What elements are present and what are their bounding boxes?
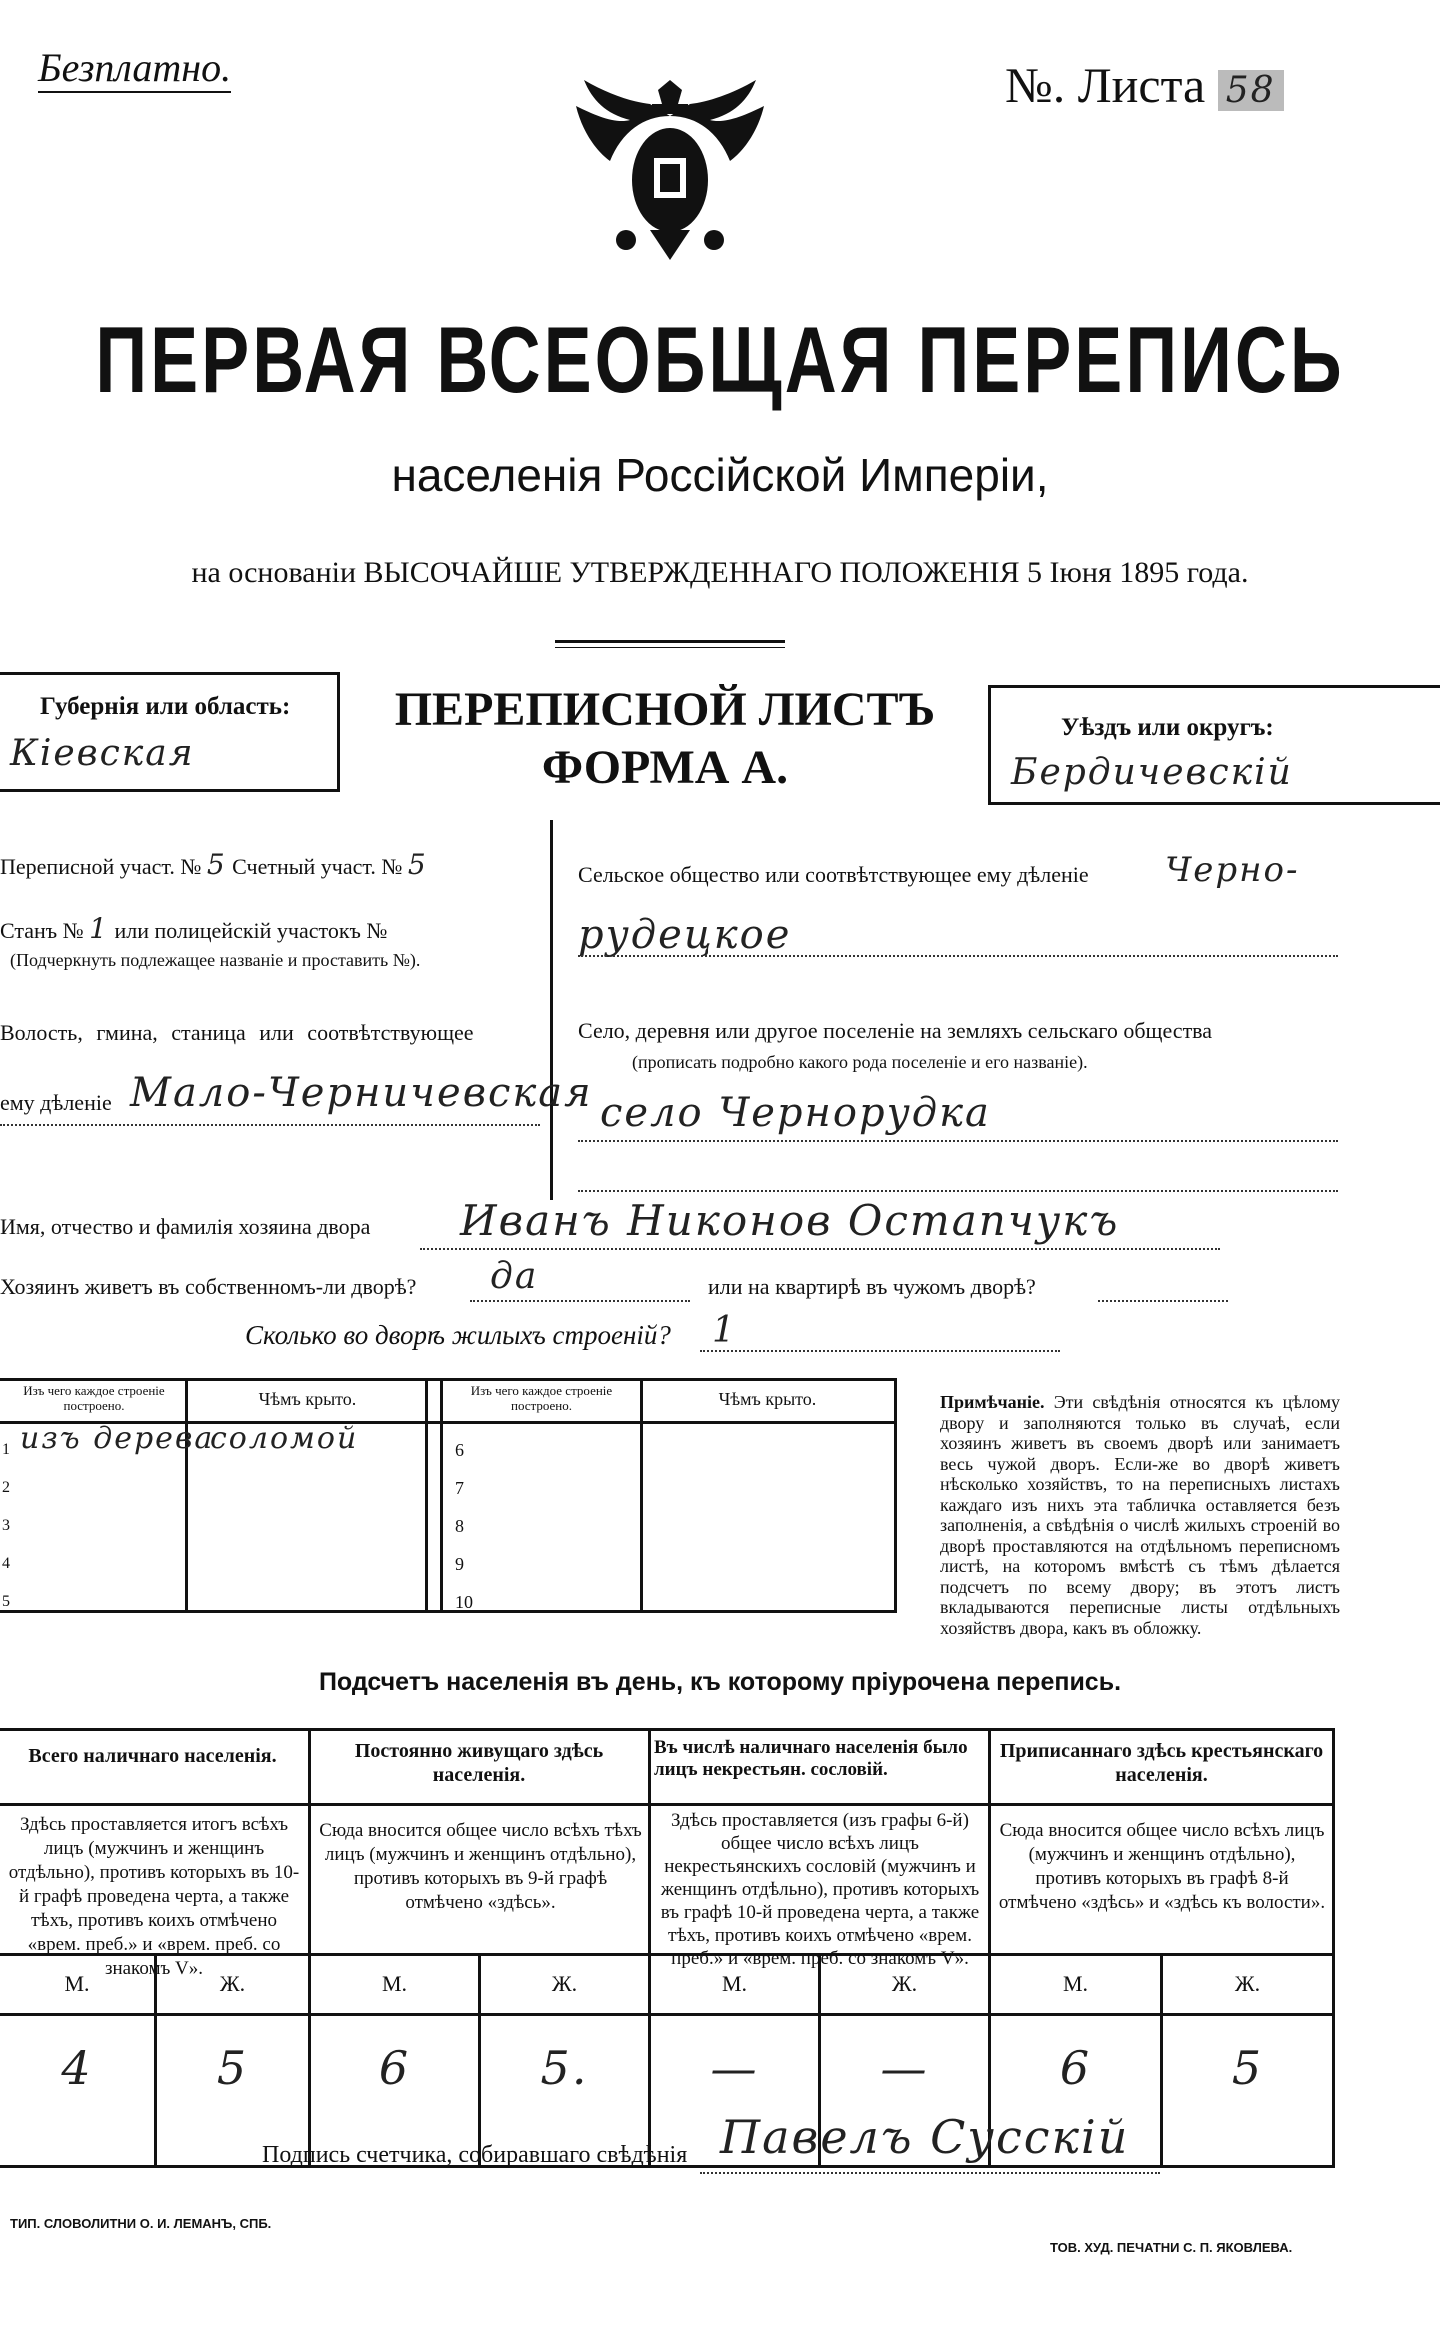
column-divider — [550, 820, 553, 1200]
count-col-4-m-value: 6 — [1059, 2041, 1092, 2095]
signature-label: Подпись счетчика, собиравшаго свѣдѣнія — [262, 2142, 688, 2168]
village-rule — [578, 1140, 1338, 1142]
col-roof-header: Чѣмъ крыто. — [258, 1389, 357, 1409]
police-label: или полицейскій участокъ № — [114, 918, 388, 943]
row1-roof: соломой — [210, 1421, 359, 1456]
double-headed-eagle-emblem — [560, 60, 780, 280]
note-title: Примѣчаніе. — [940, 1392, 1045, 1412]
count-col-3-f-label: Ж. — [891, 1971, 918, 1996]
sheet-number-value: 58 — [1218, 70, 1284, 111]
census-section-label: Переписной участ. № — [0, 854, 202, 879]
volost-label: Волость, гмина, станица или соотвѣтствующее — [0, 1020, 474, 1045]
legal-basis: на основаніи ВЫСОЧАЙШЕ УТВЕРЖДЕННАГО ПОЛОЖЕНІЯ 5 Іюня 1895 года. — [191, 556, 1249, 589]
printer-left: ТИП. СЛОВОЛИТНИ О. И. ЛЕМАНЪ, СПБ. — [10, 2216, 272, 2231]
col-material-header-2: Изъ чего каждое строеніе построено. — [470, 1383, 613, 1413]
col-material-header: Изъ чего каждое строеніе построено. — [23, 1383, 165, 1413]
printer-right: ТОВ. ХУД. ПЕЧАТНИ С. П. ЯКОВЛЕВА. — [1050, 2240, 1293, 2255]
owner-name-label: Имя, отчество и фамилія хозяина двора — [0, 1214, 371, 1239]
signature-rule — [700, 2172, 1160, 2174]
own-yard-rule — [470, 1300, 690, 1302]
society-value-2: рудецкое — [578, 912, 792, 958]
stan-note: (Подчеркнуть подлежащее названіе и проставить №). — [10, 950, 421, 970]
note-text: Эти свѣдѣнія относятся къ цѣлому двору и заполняются только въ случаѣ, если хозяинъ живетъ въ своемъ дворѣ или занимаетъ весь чужой дворъ. Если-же во дворѣ живетъ нѣсколько хозяйствъ, то на переписныхъ листахъ каждаго изъ нихъ эта табличка оставляется безъ заполненія, а свѣдѣнія о числѣ жилыхъ строеній во дворѣ проставляются на отдѣльномъ переписномъ листѣ, на которомъ вмѣстѣ съ тѣмъ дѣлается подсчетъ по всему двору; въ этотъ листъ вкладываются переписные листы отдѣльныхъ хозяйствъ двора, какъ въ обложку. — [940, 1392, 1341, 1638]
count-section-value: 5 — [407, 848, 428, 881]
census-section-row — [0, 848, 428, 881]
volost-label-2: ему дѣленіе — [0, 1090, 112, 1115]
stan-label: Станъ № — [0, 918, 84, 943]
district-value: Бердичевскій — [1011, 752, 1293, 793]
count-col-2-f-value: 5. — [540, 2041, 589, 2095]
count-col-4-m-label: М. — [1062, 1971, 1089, 1996]
count-col-3-m-label: М. — [721, 1971, 748, 1996]
count-col-2-m-label: М. — [381, 1971, 408, 1996]
buildings-rule — [700, 1350, 1060, 1352]
count-col-4-f-value: 5 — [1231, 2041, 1264, 2095]
ornament-divider — [555, 640, 785, 648]
stan-row — [0, 912, 387, 945]
province-box — [0, 672, 340, 792]
buildings-table — [0, 1378, 897, 1613]
census-section-value: 5 — [206, 848, 227, 881]
note-box — [940, 1392, 1340, 1638]
count-col-1-f-value: 5 — [216, 2041, 249, 2095]
own-yard-value: да — [490, 1256, 539, 1297]
count-col-3-m-value: — — [710, 2041, 759, 2095]
free-label: Безплатно. — [38, 44, 231, 93]
rows-right-numbers: 6 7 8 9 10 — [455, 1440, 473, 1612]
col-roof-header-2: Чѣмъ крыто. — [718, 1389, 817, 1409]
signature-value: Павелъ Сусскій — [720, 2110, 1130, 2164]
count-col-1-m-label: М. — [64, 1971, 90, 1996]
count-col-4-desc: Сюда вносится общее число всѣхъ лицъ (мужчинъ и женщинъ отдѣльно), противъ которыхъ въ графѣ 8-й отмѣчено «здѣсь» и «здѣсь къ волости». — [998, 1820, 1326, 1913]
count-heading: Подсчетъ населенія въ день, къ которому пріурочена перепись. — [318, 1668, 1122, 1696]
province-value: Кіевская — [10, 733, 195, 774]
document-subtitle: населенія Россійской Имперіи, — [391, 449, 1049, 501]
buildings-value: 1 — [712, 1310, 737, 1351]
society-label: Сельское общество или соотвѣтствующее ему дѣленіе — [578, 862, 1089, 887]
count-col-3-desc: Здѣсь проставляется (изъ графы 6-й) общее число всѣхъ лицъ некрестьянскихъ сословій (мужчинъ и женщинъ отдѣльно), противъ которыхъ въ графѣ 10-й проведена черта, а также тѣхъ, противъ коихъ отмѣчено «врем. преб.» и «врем. преб. со знакомъ V». — [660, 1810, 980, 1969]
volost-rule — [0, 1124, 540, 1126]
society-value-1: Черно- — [1165, 850, 1300, 890]
volost-value: Мало-Черничевская — [130, 1070, 593, 1116]
village-value: село Чернорудка — [600, 1090, 991, 1136]
count-table — [0, 1728, 1335, 2168]
count-col-1-title: Всего наличнаго населенія. — [28, 1745, 277, 1767]
count-col-2-m-value: 6 — [378, 2041, 411, 2095]
count-col-2-f-label: Ж. — [551, 1971, 578, 1996]
count-section-label: Счетный участ. № — [232, 854, 403, 879]
sheet-number-label — [1005, 56, 1284, 114]
owner-name-rule — [420, 1248, 1220, 1250]
count-col-1-f-label: Ж. — [219, 1971, 246, 1996]
village-note: (прописать подробно какого рода поселеніе и его названіе). — [632, 1052, 1088, 1072]
stan-value: 1 — [89, 912, 109, 945]
village-rule-2 — [578, 1190, 1338, 1192]
count-col-3-f-value: — — [880, 2041, 929, 2095]
count-col-2-title: Постоянно живущаго здѣсь населенія. — [354, 1740, 604, 1786]
form-subtitle: ФОРМА А. — [541, 741, 789, 794]
count-col-4-f-label: Ж. — [1234, 1971, 1261, 1996]
sheet-number-text: №. Листа — [1005, 57, 1206, 113]
owner-name-value: Иванъ Никонов Остапчукъ — [460, 1196, 1120, 1245]
buildings-label: Сколько во дворѣ жилыхъ строеній? — [245, 1320, 671, 1350]
own-yard-label: Хозяинъ живетъ въ собственномъ-ли дворѣ? — [0, 1274, 417, 1299]
province-label: Губернія или область: — [40, 693, 291, 720]
rows-left-numbers: 1 2 3 4 5 — [2, 1441, 10, 1610]
rent-label: или на квартирѣ въ чужомъ дворѣ? — [708, 1274, 1036, 1299]
society-rule — [578, 955, 1338, 957]
count-col-2-desc: Сюда вносится общее число всѣхъ тѣхъ лицъ (мужчинъ и женщинъ отдѣльно), противъ которыхъ въ 9-й графѣ отмѣчено «здѣсь». — [319, 1820, 642, 1913]
village-label: Село, деревня или другое поселеніе на земляхъ сельскаго общества — [578, 1018, 1213, 1043]
count-col-4-title: Приписаннаго здѣсь крестьянскаго населенія. — [999, 1740, 1324, 1786]
row1-material: изъ дерева — [20, 1421, 215, 1456]
form-title: ПЕРЕПИСНОЙ ЛИСТЪ — [394, 683, 936, 736]
count-col-1-m-value: 4 — [61, 2041, 93, 2095]
district-box — [988, 685, 1440, 805]
count-col-1-desc: Здѣсь проставляется итогъ всѣхъ лицъ (мужчинъ и женщинъ отдѣльно), противъ которыхъ въ 10-й графѣ проведена черта, а также тѣхъ, противъ коихъ отмѣчено «врем. преб.» и «врем. преб. со знакомъ V». — [8, 1814, 300, 1979]
rent-rule — [1098, 1300, 1228, 1302]
count-col-3-title: Въ числѣ наличнаго населенія было лицъ некрестьян. сословій. — [654, 1737, 968, 1780]
document-title: ПЕРВАЯ ВСЕОБЩАЯ ПЕРЕПИСЬ — [95, 309, 1345, 413]
district-label: Уѣздъ или округъ: — [1061, 714, 1274, 741]
